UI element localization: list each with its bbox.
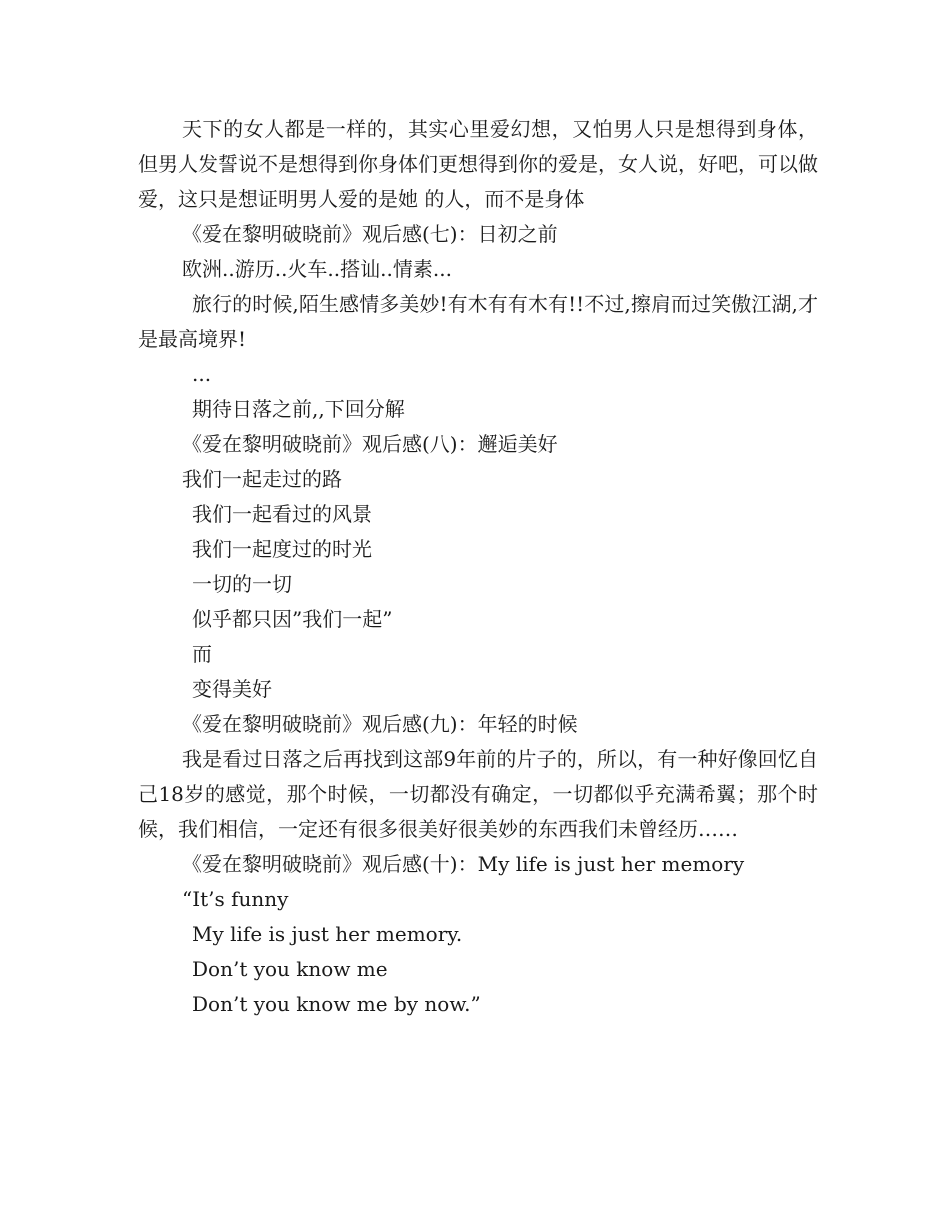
paragraph-ellipsis: ... [192, 362, 212, 386]
paragraph-intro: 天下的女人都是一样的，其实心里爱幻想，又怕男人只是想得到身体，但男人发誓说不是想得到你身体们更想得到你的爱是，女人说，好吧，可以做爱，这只是想证明男人爱的是她 的人，而不是身体 [138, 117, 818, 211]
quote-line-4: Don’t you know me by now.” [192, 992, 481, 1016]
section-heading-7: 《爱在黎明破晓前》观后感(七)：日初之前 [182, 222, 558, 246]
poem-line-6: 而 [192, 642, 212, 666]
paragraph-travel: 旅行的时候,陌生感情多美妙!有木有有木有!!不过,擦肩而过笑傲江湖,才是最高境界! [138, 292, 818, 351]
poem-line-2: 我们一起看过的风景 [192, 502, 372, 526]
section-heading-10: 《爱在黎明破晓前》观后感(十)：My life is just her memory [182, 852, 745, 876]
poem-line-4: 一切的一切 [192, 572, 292, 596]
quote-line-3: Don’t you know me [192, 957, 388, 981]
poem-line-1: 我们一起走过的路 [182, 467, 342, 491]
quote-line-1: “It’s funny [182, 887, 289, 911]
document-body [138, 112, 818, 1022]
poem-line-3: 我们一起度过的时光 [192, 537, 372, 561]
paragraph-youth: 我是看过日落之后再找到这部9年前的片子的，所以，有一种好像回忆自己18岁的感觉，那个时候，一切都没有确定，一切都似乎充满希翼；那个时候，我们相信，一定还有很多很美好很美妙的东西我们未曾经历…… [138, 747, 818, 841]
section-heading-8: 《爱在黎明破晓前》观后感(八)：邂逅美好 [182, 432, 558, 456]
section-heading-9: 《爱在黎明破晓前》观后感(九)：年轻的时候 [182, 712, 578, 736]
quote-line-2: My life is just her memory. [192, 922, 463, 946]
paragraph-sequel: 期待日落之前,,下回分解 [192, 397, 405, 421]
poem-line-7: 变得美好 [192, 677, 272, 701]
poem-line-5: 似乎都只因”我们一起” [192, 607, 393, 631]
paragraph-keywords: 欧洲..游历..火车..搭讪..情素... [182, 257, 452, 281]
